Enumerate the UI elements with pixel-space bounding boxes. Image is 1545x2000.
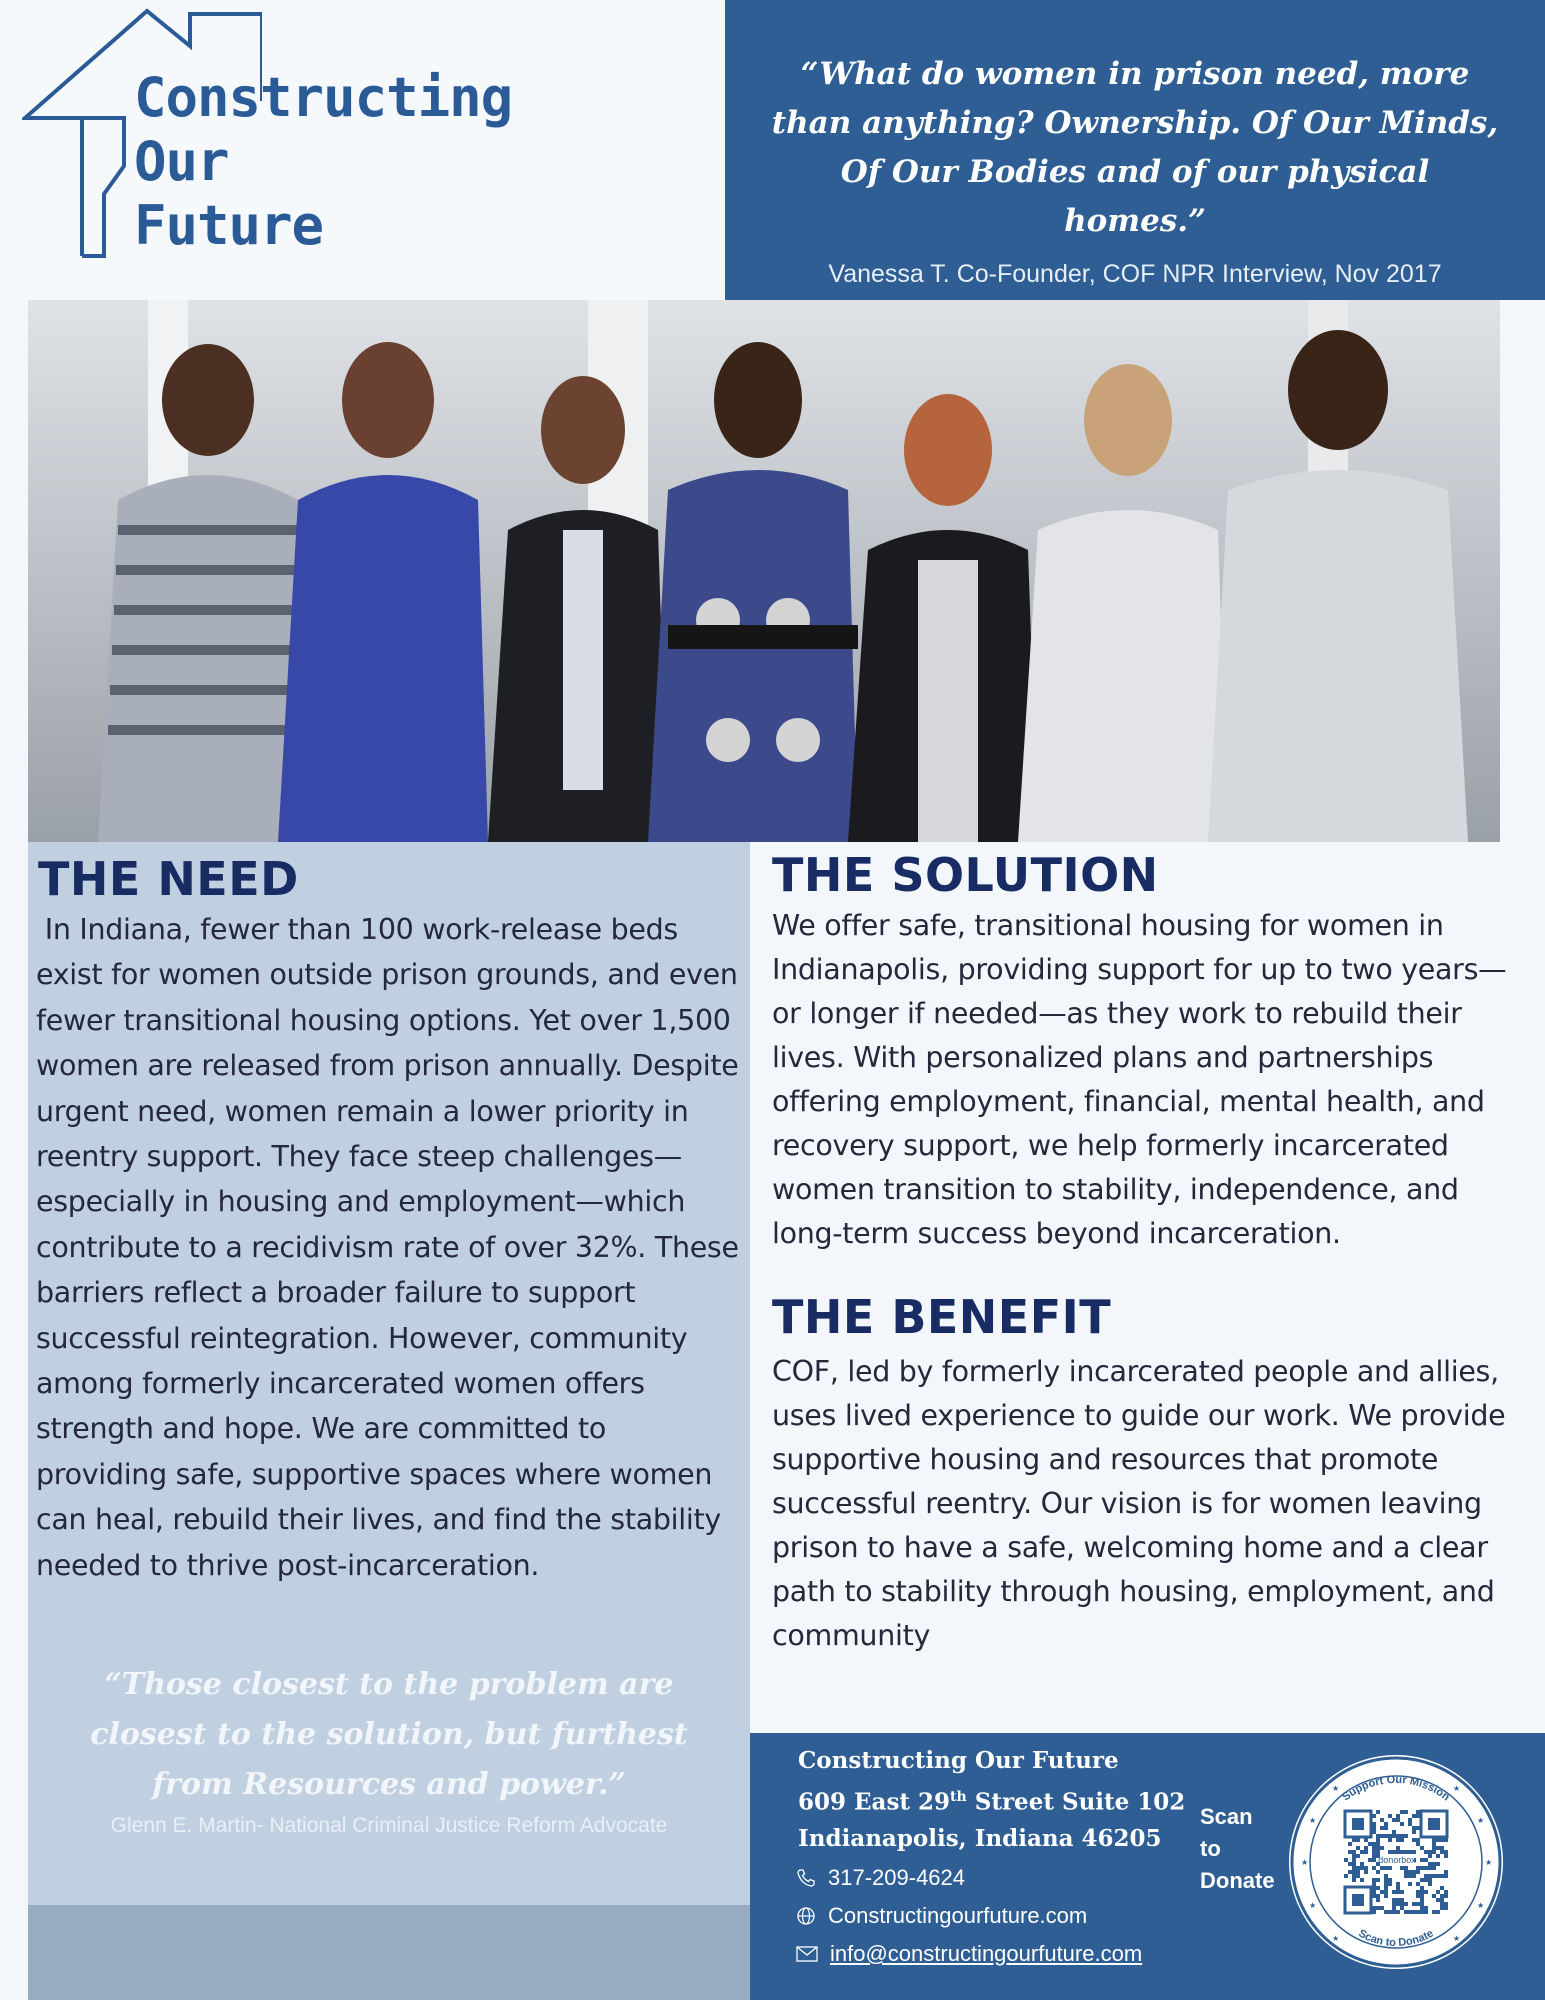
phone-number: 317-209-4624 bbox=[828, 1865, 966, 1890]
need-panel-footer bbox=[28, 1905, 750, 2000]
need-body: In Indiana, fewer than 100 work-release beds exist for women outside prison grounds, and even fewer transitional housing options. Yet over 1,500 women are released from prison annually. Despite urgent need, women remain a lower priority in reentry support. They face steep challenges—especially in housing and employment—which contribute to a recidivism rate of over 32%. These barriers reflect a broader failure to support successful reintegration. However, community among formerly incarcerated women offers strength and hope. We are committed to providing safe, supportive spaces where women can heal, rebuild their lives, and find the stability needed to thrive post-incarceration. bbox=[36, 913, 739, 1582]
street-suffix: th bbox=[950, 1789, 967, 1805]
svg-text:★: ★ bbox=[1453, 1784, 1461, 1793]
logo-wordmark bbox=[134, 66, 512, 258]
contact-lines bbox=[796, 1859, 1142, 1973]
header-quote-attribution: Vanessa T. Co-Founder, COF NPR Interview, Nov 2017 bbox=[828, 260, 1442, 288]
phone-line[interactable] bbox=[796, 1859, 1142, 1897]
svg-text:★: ★ bbox=[1332, 1784, 1340, 1793]
svg-text:★: ★ bbox=[1309, 1816, 1317, 1825]
benefit-section bbox=[772, 1290, 1517, 1658]
scan-word-1: Scan bbox=[1200, 1804, 1253, 1829]
need-quote-attribution: Glenn E. Martin- National Criminal Justice Reform Advocate bbox=[110, 1814, 668, 1837]
qr-bottom-label: Scan to Donate bbox=[1356, 1927, 1436, 1950]
logo-line-3: Future bbox=[134, 194, 324, 257]
street-address bbox=[798, 1779, 1185, 1821]
svg-text:★: ★ bbox=[1332, 1934, 1340, 1943]
scan-to-donate-label bbox=[1200, 1801, 1275, 1897]
header-quote: “What do women in prison need, more than anything? Ownership. Of Our Minds, Of Our Bodies and of our physical homes.” bbox=[771, 56, 1499, 239]
logo-line-1: Constructing bbox=[134, 66, 513, 129]
solution-section bbox=[772, 848, 1517, 1256]
benefit-body: COF, led by formerly incarcerated people and allies, uses lived experience to guide our work. We provide supportive housing and resources that promote successful reentry. Our vision is for women leaving prison to have a safe, welcoming home and a clear path to stability through housing, employment, and community bbox=[772, 1355, 1506, 1652]
solution-heading: THE SOLUTION bbox=[772, 848, 1159, 902]
phone-icon bbox=[796, 1868, 816, 1888]
street-number: 609 East 29 bbox=[798, 1788, 951, 1816]
scan-word-2: to bbox=[1200, 1836, 1221, 1861]
svg-text:★: ★ bbox=[1477, 1901, 1485, 1910]
svg-text:★: ★ bbox=[1453, 1934, 1461, 1943]
need-quote: “Those closest to the problem are closest to the solution, but furthest from Resources and power.” bbox=[90, 1667, 688, 1802]
street-rest: Street Suite 102 bbox=[966, 1788, 1186, 1816]
header-quote-box bbox=[725, 0, 1545, 300]
qr-code-icon[interactable] bbox=[1287, 1753, 1505, 1971]
svg-text:★: ★ bbox=[1485, 1858, 1493, 1867]
city-line: Indianapolis, Indiana 46205 bbox=[798, 1824, 1162, 1852]
solution-body: We offer safe, transitional housing for women in Indianapolis, providing support for up to two years—or longer if needed—as they work to rebuild their lives. With personalized plans and partnerships offering employment, financial, mental health, and recovery support, we help formerly incarcerated women transition to stability, independence, and long-term success beyond incarceration. bbox=[772, 909, 1507, 1250]
email-link: info@constructingourfuture.com bbox=[830, 1941, 1143, 1966]
svg-text:★: ★ bbox=[1477, 1816, 1485, 1825]
logo-area bbox=[0, 0, 725, 300]
logo-line-2: Our bbox=[134, 130, 229, 193]
need-heading: THE NEED bbox=[38, 852, 299, 906]
group-photo bbox=[28, 300, 1500, 842]
address-block bbox=[798, 1743, 1185, 1857]
website-link: Constructingourfuture.com bbox=[828, 1903, 1088, 1928]
scan-word-3: Donate bbox=[1200, 1868, 1275, 1893]
contact-panel bbox=[750, 1733, 1545, 2000]
mail-icon bbox=[796, 1945, 818, 1963]
svg-text:★: ★ bbox=[1309, 1901, 1317, 1910]
need-quote-block bbox=[28, 1660, 750, 1838]
qr-brand-label: donorbox bbox=[1378, 1855, 1416, 1865]
org-name: Constructing Our Future bbox=[798, 1747, 1119, 1774]
email-line[interactable] bbox=[796, 1935, 1142, 1973]
website-line[interactable] bbox=[796, 1897, 1142, 1935]
qr-top-label: Support Our Mission bbox=[1340, 1773, 1452, 1804]
benefit-heading: THE BENEFIT bbox=[772, 1290, 1112, 1344]
globe-icon bbox=[796, 1906, 816, 1926]
svg-text:★: ★ bbox=[1301, 1858, 1309, 1867]
